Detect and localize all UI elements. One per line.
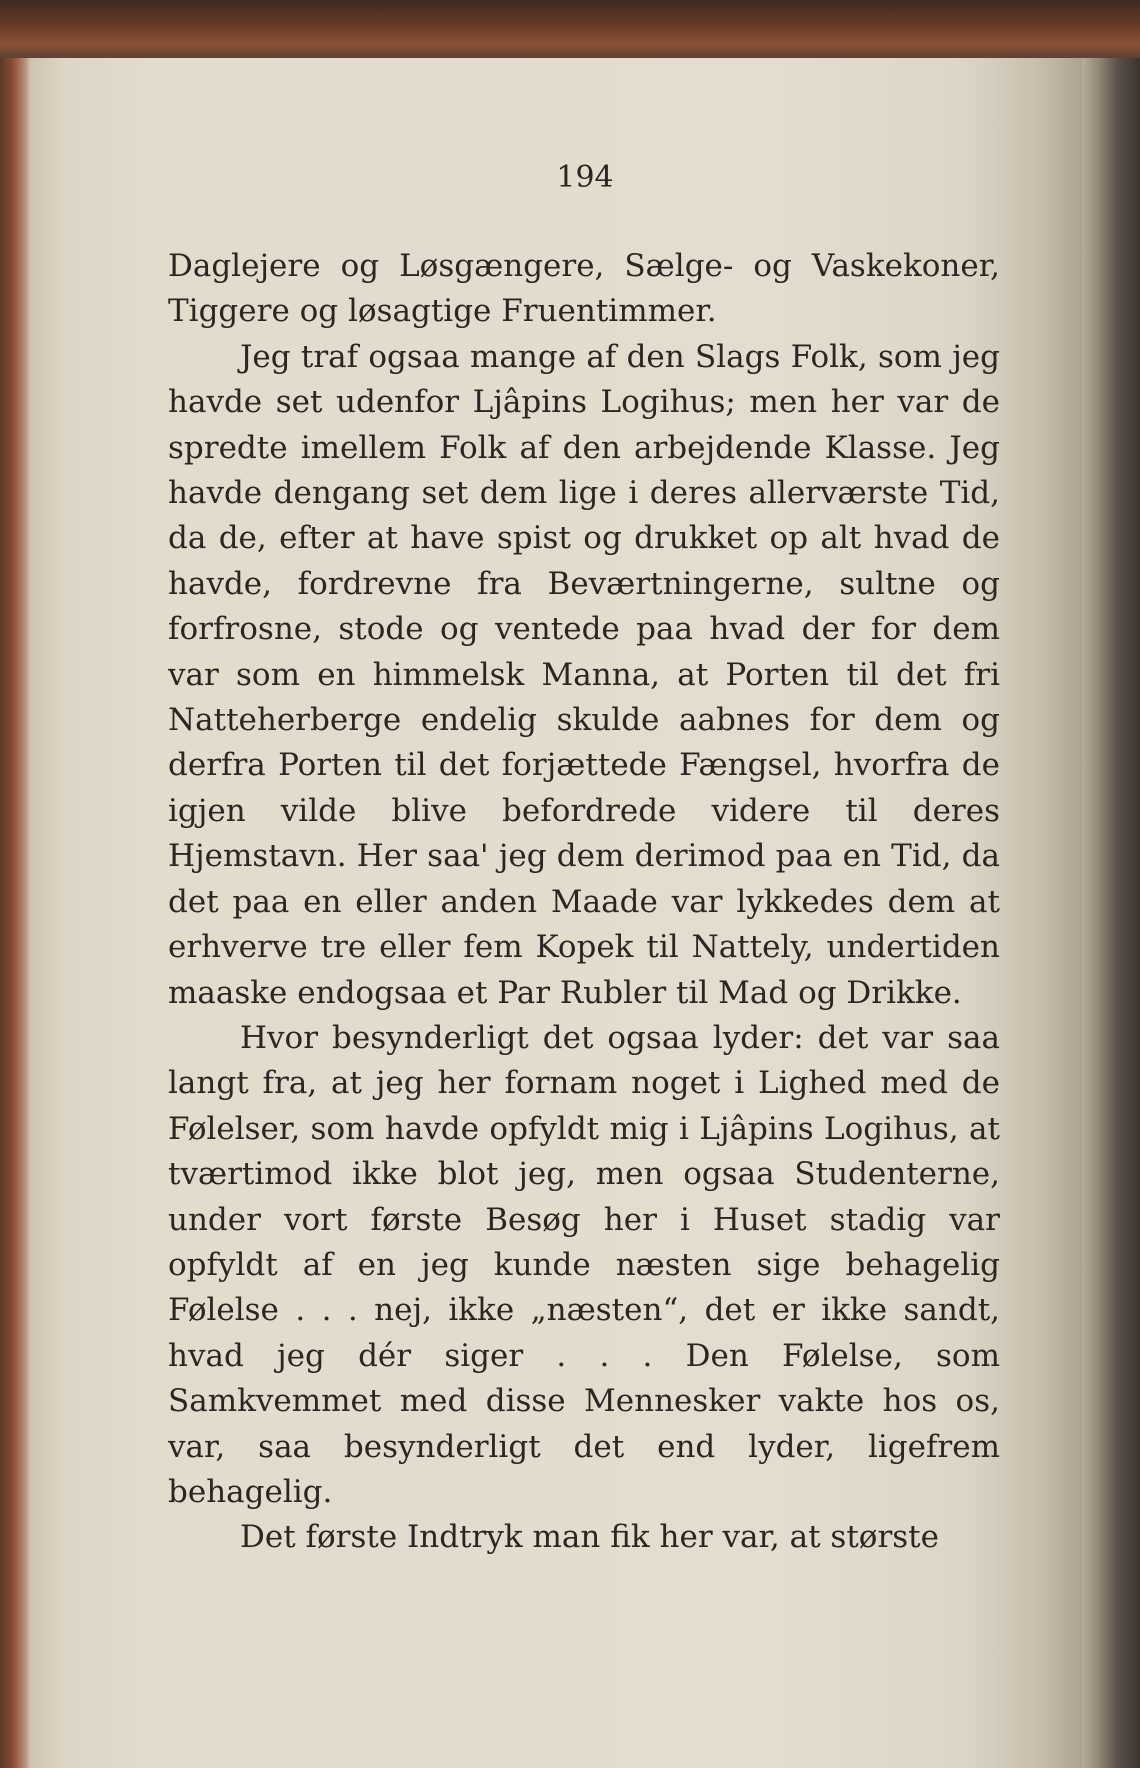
page-number: 194	[556, 160, 614, 195]
paragraph-4: Det første Indtryk man fik her var, at største	[240, 1519, 939, 1556]
book-top-edge	[0, 0, 1140, 64]
book-right-gutter	[1082, 58, 1140, 1768]
book-left-binding	[0, 58, 30, 1768]
paragraph-3: Hvor besynderligt det ogsaa lyder: det var saa langt fra, at jeg her fornam noget i Lighed med de Følelser, som havde opfyldt mig i Ljâpins Logihus, at tværtimod ikke blot jeg, men ogsaa Studenterne, under vort første Besøg her i Huset stadig var opfyldt af en jeg kunde næsten sige behagelig Følelse . . . nej, ikke „næsten“, det er ikke sandt, hvad jeg dér siger . . . Den Følelse, som Samkvemmet med disse Mennesker vakte hos os, var, saa besynderligt det end lyder, ligefrem behagelig.	[168, 1019, 1000, 1510]
paragraph-2: Jeg traf ogsaa mange af den Slags Folk, som jeg havde set udenfor Ljâpins Logihus; men her var de spredte imellem Folk af den arbejdende Klasse. Jeg havde dengang set dem lige i deres allerværste Tid, da de, efter at have spist og drukket op alt hvad de havde, fordrevne fra Beværtningerne, sultne og forfrosne, stode og ventede paa hvad der for dem var som en himmelsk Manna, at Porten til det fri Natteherberge endelig skulde aabnes for dem og derfra Porten til det forjættede Fængsel, hvorfra de igjen vilde blive befordrede videre til deres Hjemstavn. Her saa' jeg dem derimod paa en Tid, da det paa en eller anden Maade var lykkedes dem at erhverve tre eller fem Kopek til Nattely, undertiden maaske endogsaa et Par Rubler til Mad og Drikke.	[168, 338, 1000, 1011]
paragraph-1: Daglejere og Løsgængere, Sælge- og Vaskekoner, Tiggere og løsagtige Fruentimmer.	[168, 248, 1000, 330]
body-text	[168, 244, 1000, 1561]
